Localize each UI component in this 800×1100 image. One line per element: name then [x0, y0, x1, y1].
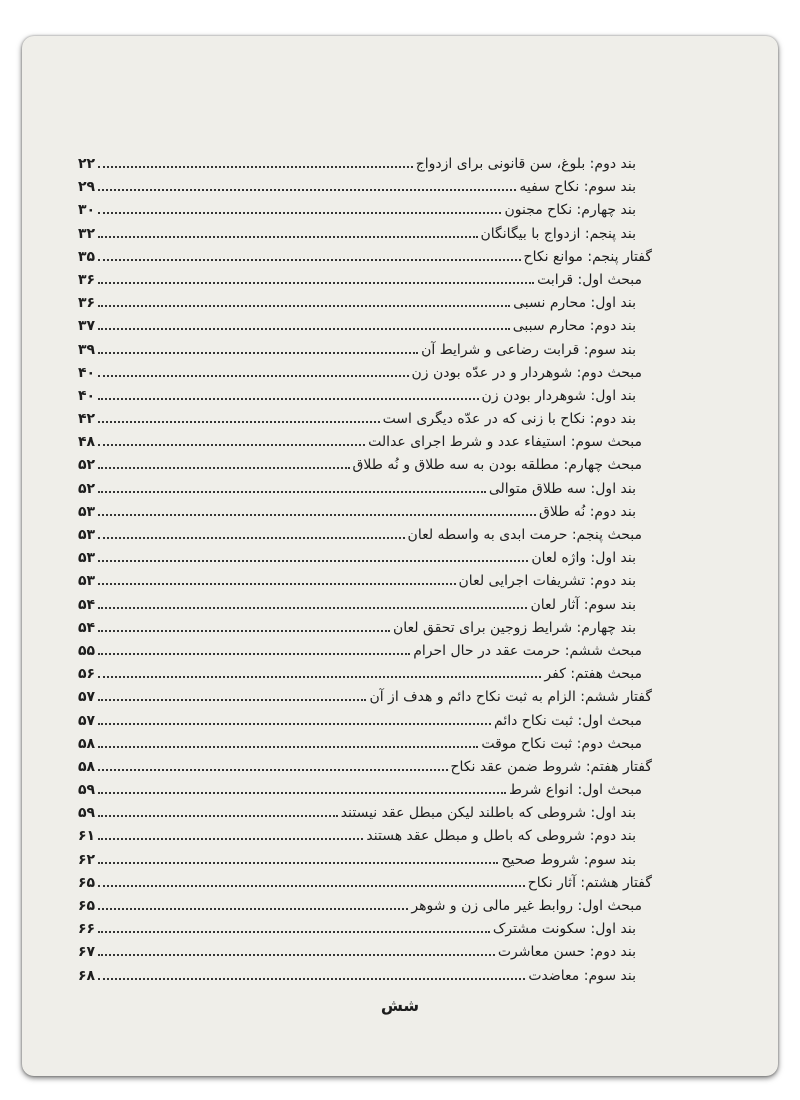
- toc-entry-page: ۶۱: [78, 828, 96, 845]
- toc-entry: [78, 825, 652, 848]
- toc-entry-title: بند چهارم: نکاح مجنون: [504, 202, 636, 219]
- dot-leader: [98, 699, 366, 701]
- dot-leader: [98, 862, 498, 864]
- dot-leader: [98, 491, 486, 493]
- toc-entry-page: ۴۲: [78, 411, 96, 428]
- toc-entry-title: بند دوم: تشریفات اجرایی لعان: [458, 573, 636, 590]
- table-of-contents: [78, 153, 652, 988]
- toc-entry: [78, 849, 652, 872]
- dot-leader: [98, 282, 534, 284]
- toc-entry: [78, 153, 652, 176]
- dot-leader: [98, 236, 477, 238]
- toc-entry-title: بند اول: سکونت مشترک: [492, 921, 636, 938]
- toc-entry: [78, 246, 652, 269]
- toc-entry-title: بند دوم: نُه طلاق: [539, 503, 636, 520]
- toc-entry-page: ۵۹: [78, 782, 96, 799]
- toc-entry-title: بند دوم: حسن معاشرت: [497, 944, 636, 961]
- toc-entry-page: ۵۷: [78, 689, 96, 706]
- dot-leader: [98, 166, 413, 168]
- toc-entry-title: بند اول: محارم نسبی: [513, 295, 636, 312]
- toc-entry: [78, 362, 652, 385]
- toc-entry-title: مبحث سوم: استیفاء عدد و شرط اجرای عدالت: [368, 434, 642, 451]
- toc-entry-page: ۵۹: [78, 805, 96, 822]
- toc-entry-title: مبحث دوم: ثبت نکاح موقت: [481, 735, 642, 752]
- toc-entry-page: ۳۹: [78, 341, 96, 358]
- dot-leader: [98, 560, 528, 562]
- dot-leader: [98, 212, 501, 214]
- toc-entry-title: گفتار هفتم: شروط ضمن عقد نکاح: [450, 758, 652, 775]
- dot-leader: [98, 607, 527, 609]
- toc-entry-page: ۶۶: [78, 921, 96, 938]
- toc-entry: [78, 965, 652, 988]
- dot-leader: [98, 583, 455, 585]
- toc-entry: [78, 199, 652, 222]
- toc-entry-title: بند سوم: نکاح سفیه: [519, 179, 636, 196]
- toc-entry-page: ۲۹: [78, 179, 96, 196]
- toc-entry-title: بند چهارم: شرایط زوجین برای تحقق لعان: [392, 619, 636, 636]
- toc-entry-title: گفتار پنجم: موانع نکاح: [523, 248, 652, 265]
- toc-entry: [78, 223, 652, 246]
- toc-entry: [78, 918, 652, 941]
- toc-entry-title: مبحث دوم: شوهردار و در عدّه بودن زن: [411, 364, 642, 381]
- toc-entry-page: ۵۳: [78, 550, 96, 567]
- toc-entry: [78, 315, 652, 338]
- toc-entry: [78, 570, 652, 593]
- toc-entry: [78, 478, 652, 501]
- toc-entry-title: بند دوم: بلوغ، سن قانونی برای ازدواج: [415, 156, 636, 172]
- toc-entry-page: ۴۰: [78, 387, 96, 404]
- toc-entry: [78, 594, 652, 617]
- toc-entry: [78, 617, 652, 640]
- toc-entry-page: ۶۵: [78, 898, 96, 914]
- toc-entry-title: مبحث اول: قرابت: [537, 271, 642, 288]
- toc-entry-title: بند دوم: نکاح با زنی که در عدّه دیگری است: [382, 411, 636, 428]
- toc-entry: [78, 524, 652, 547]
- dot-leader: [98, 978, 525, 980]
- dot-leader: [98, 189, 516, 191]
- toc-entry-title: مبحث هفتم: کفر: [544, 666, 642, 683]
- toc-entry: [78, 756, 652, 779]
- toc-entry-title: بند سوم: آثار لعان: [530, 596, 636, 613]
- dot-leader: [98, 931, 490, 933]
- toc-entry: [78, 547, 652, 570]
- toc-entry: [78, 941, 652, 964]
- dot-leader: [98, 398, 478, 400]
- dot-leader: [98, 421, 379, 423]
- dot-leader: [98, 305, 510, 307]
- dot-leader: [98, 676, 541, 678]
- toc-entry-title: مبحث اول: روابط غیر مالی زن و شوهر: [411, 898, 642, 914]
- toc-entry: [78, 408, 652, 431]
- dot-leader: [98, 908, 408, 910]
- dot-leader: [98, 838, 363, 840]
- toc-entry-page: ۵۷: [78, 712, 96, 729]
- toc-entry-page: ۵۳: [78, 527, 96, 543]
- dot-leader: [98, 746, 478, 748]
- toc-entry-title: مبحث چهارم: مطلقه بودن به سه طلاق و نُه طلاق: [352, 457, 642, 474]
- toc-entry-page: ۵۳: [78, 573, 96, 590]
- toc-entry-title: گفتار هشتم: آثار نکاح: [527, 874, 652, 891]
- toc-entry-page: ۶۸: [78, 967, 96, 984]
- dot-leader: [98, 954, 495, 956]
- page-number: شش: [380, 996, 420, 1015]
- toc-entry-title: بند سوم: قرابت رضاعی و شرایط آن: [421, 341, 636, 358]
- toc-entry-title: گفتار ششم: الزام به ثبت نکاح دائم و هدف از آن: [369, 689, 652, 706]
- toc-entry-page: ۵۴: [78, 596, 96, 613]
- dot-leader: [98, 375, 408, 377]
- toc-entry-page: ۳۶: [78, 271, 96, 288]
- toc-entry-page: ۳۷: [78, 318, 96, 335]
- toc-entry-title: مبحث اول: انواع شرط: [508, 782, 642, 799]
- toc-entry: [78, 686, 652, 709]
- toc-entry: [78, 269, 652, 292]
- dot-leader: [98, 352, 418, 354]
- toc-entry-page: ۳۲: [78, 225, 96, 242]
- toc-entry-page: ۳۶: [78, 295, 96, 312]
- dot-leader: [98, 514, 536, 516]
- toc-entry: [78, 385, 652, 408]
- toc-entry-title: بند دوم: محارم سببی: [512, 318, 636, 335]
- toc-entry-title: مبحث پنجم: حرمت ابدی به واسطه لعان: [407, 527, 642, 543]
- dot-leader: [98, 630, 390, 632]
- toc-entry-title: بند اول: شروطی که باطلند لیکن مبطل عقد نیستند: [340, 805, 636, 822]
- toc-entry-page: ۵۸: [78, 758, 96, 775]
- dot-leader: [98, 444, 365, 446]
- toc-entry-page: ۳۵: [78, 248, 96, 265]
- dot-leader: [98, 723, 491, 725]
- toc-entry: [78, 431, 652, 454]
- toc-entry: [78, 640, 652, 663]
- toc-entry: [78, 339, 652, 362]
- toc-entry-page: ۲۲: [78, 156, 96, 172]
- toc-entry-page: ۴۰: [78, 364, 96, 381]
- toc-entry: [78, 733, 652, 756]
- toc-entry-title: بند سوم: شروط صحیح: [501, 851, 636, 868]
- toc-entry: [78, 501, 652, 524]
- dot-leader: [98, 885, 525, 887]
- toc-entry-title: بند اول: شوهردار بودن زن: [481, 387, 636, 404]
- toc-entry: [78, 663, 652, 686]
- toc-entry: [78, 779, 652, 802]
- toc-entry-title: بند اول: سه طلاق متوالی: [488, 480, 636, 497]
- toc-entry: [78, 454, 652, 477]
- toc-entry-title: مبحث ششم: حرمت عقد در حال احرام: [413, 642, 642, 659]
- toc-entry-page: ۵۲: [78, 480, 96, 497]
- toc-entry-page: ۶۷: [78, 944, 96, 961]
- toc-entry: [78, 176, 652, 199]
- dot-leader: [98, 259, 520, 261]
- dot-leader: [98, 792, 506, 794]
- toc-entry-page: ۵۶: [78, 666, 96, 683]
- toc-entry: [78, 895, 652, 918]
- toc-entry-page: ۵۴: [78, 619, 96, 636]
- toc-entry: [78, 802, 652, 825]
- toc-entry-page: ۵۵: [78, 642, 96, 659]
- toc-entry-page: ۵۳: [78, 503, 96, 520]
- toc-entry: [78, 710, 652, 733]
- toc-entry-title: بند پنجم: ازدواج با بیگانگان: [480, 225, 636, 242]
- toc-entry-page: ۳۰: [78, 202, 96, 219]
- toc-entry-title: بند اول: واژه لعان: [531, 550, 636, 567]
- toc-entry-title: بند دوم: شروطی که باطل و مبطل عقد هستند: [366, 828, 636, 845]
- toc-entry-title: مبحث اول: ثبت نکاح دائم: [494, 712, 642, 729]
- dot-leader: [98, 815, 338, 817]
- toc-entry-page: ۶۵: [78, 874, 96, 891]
- toc-entry-title: بند سوم: معاضدت: [528, 967, 636, 984]
- toc-entry: [78, 292, 652, 315]
- dot-leader: [98, 769, 447, 771]
- dot-leader: [98, 328, 510, 330]
- dot-leader: [98, 537, 404, 539]
- toc-entry-page: ۵۲: [78, 457, 96, 474]
- toc-entry-page: ۶۲: [78, 851, 96, 868]
- dot-leader: [98, 467, 349, 469]
- toc-entry-page: ۵۸: [78, 735, 96, 752]
- toc-entry-page: ۴۸: [78, 434, 96, 451]
- dot-leader: [98, 653, 410, 655]
- toc-entry: [78, 872, 652, 895]
